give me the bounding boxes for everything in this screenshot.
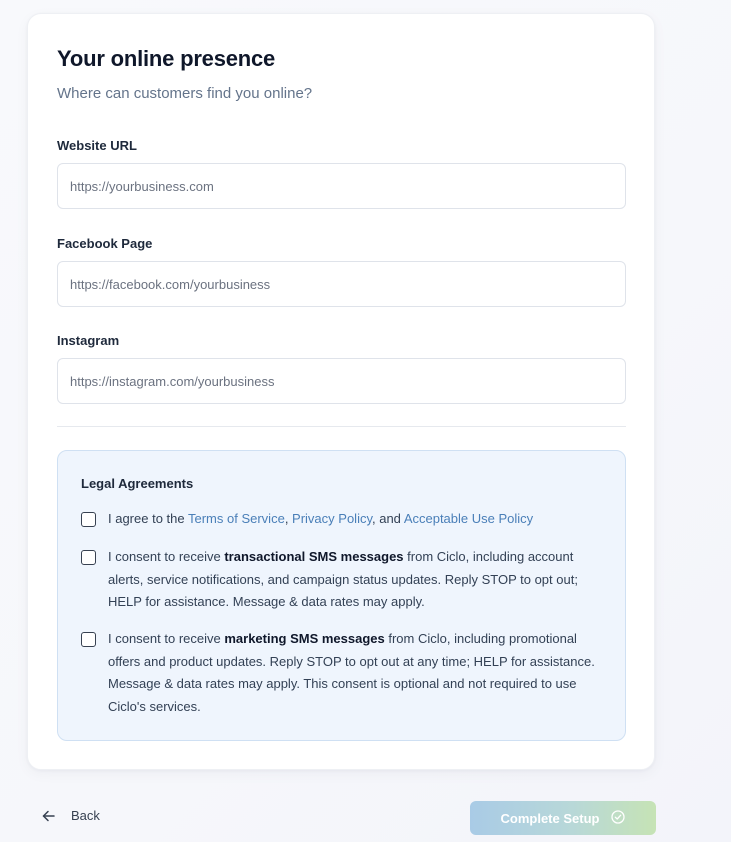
onboarding-card bbox=[27, 13, 655, 770]
complete-setup-label: Complete Setup bbox=[500, 810, 600, 826]
instagram-input[interactable] bbox=[57, 358, 626, 404]
back-label: Back bbox=[71, 808, 100, 823]
website-url-label: Website URL bbox=[57, 138, 137, 153]
transactional-sms-checkbox[interactable] bbox=[81, 550, 96, 565]
transactional-sms-bold: transactional SMS messages bbox=[224, 549, 404, 564]
marketing-prefix: I consent to receive bbox=[108, 631, 225, 646]
facebook-page-label: Facebook Page bbox=[57, 236, 153, 251]
acceptable-use-policy-link[interactable]: Acceptable Use Policy bbox=[403, 511, 534, 526]
check-circle-icon bbox=[611, 810, 625, 827]
marketing-sms-checkbox[interactable] bbox=[81, 632, 96, 647]
transactional-suffix: from Ciclo, including account alerts, service notifications, and campaign status updates. Reply STOP to opt out; HELP for assistance. Message & data rates may apply. bbox=[108, 549, 578, 609]
website-url-input[interactable] bbox=[57, 163, 626, 209]
terms-prefix: I agree to the bbox=[108, 511, 188, 526]
section-divider bbox=[57, 426, 626, 427]
arrow-left-icon bbox=[42, 810, 55, 822]
terms-of-service-link[interactable]: Terms of Service bbox=[188, 511, 285, 526]
privacy-policy-link[interactable]: Privacy Policy bbox=[292, 511, 372, 526]
complete-setup-button[interactable] bbox=[470, 801, 656, 835]
legal-agreements-title: Legal Agreements bbox=[81, 476, 194, 491]
page-title: Your online presence bbox=[57, 46, 276, 71]
back-button[interactable] bbox=[42, 808, 100, 823]
page-subtitle: Where can customers find you online? bbox=[57, 85, 313, 102]
marketing-sms-text bbox=[108, 628, 598, 718]
transactional-sms-text bbox=[108, 546, 598, 614]
legal-agreements-panel bbox=[57, 450, 626, 741]
marketing-sms-bold: marketing SMS messages bbox=[224, 631, 385, 646]
terms-separator-2: , and bbox=[372, 511, 404, 526]
transactional-prefix: I consent to receive bbox=[108, 549, 225, 564]
instagram-label: Instagram bbox=[57, 333, 120, 348]
marketing-suffix: from Ciclo, including promotional offers and product updates. Reply STOP to opt out at any time; HELP for assistance. Message & data rates may apply. This consent is optional and not required to use Ciclo's services. bbox=[108, 631, 595, 714]
terms-agreement-text bbox=[108, 508, 598, 531]
terms-checkbox[interactable] bbox=[81, 512, 96, 527]
facebook-page-input[interactable] bbox=[57, 261, 626, 307]
terms-separator-1: , bbox=[284, 511, 293, 526]
